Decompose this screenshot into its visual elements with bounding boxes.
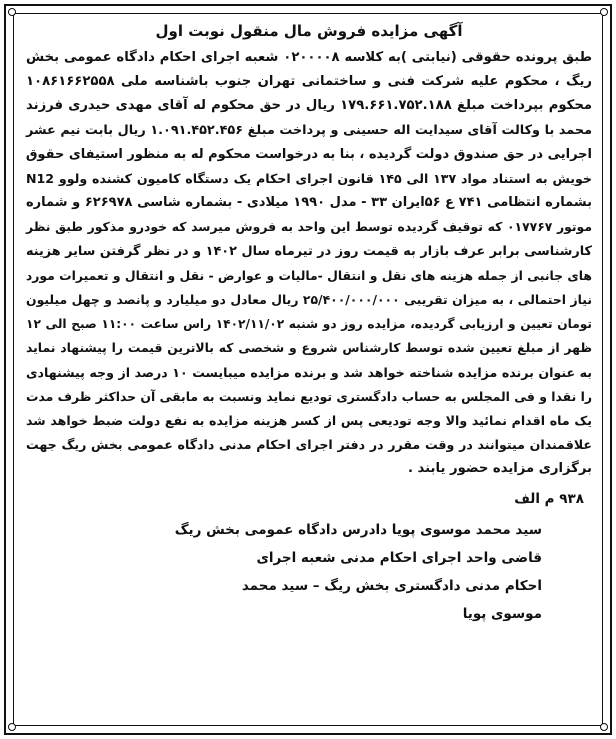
- body-line: خویش به استناد مواد ۱۳۷ الی ۱۴۵ قانون اجرای احکام یک دستگاه کامیون کشنده ولوو N12: [26, 171, 592, 187]
- body-line: های جانبی از جمله هزینه های نقل و انتقال -مالیات و عوارض - نقل و انتقال و تعمیرات مورد: [25, 267, 592, 283]
- signature-line: قاضی واحد اجرای احکام مدنی شعبه اجرای: [256, 549, 542, 566]
- frame-corner-ornament: [600, 723, 608, 731]
- body-line: بشماره انتظامی ۷۴۱ ع ۵۶ایران ۳۳ - مدل ۱۹۹۰ میلادی - بشماره شاسی ۶۲۶۹۷۸ و شماره: [26, 195, 592, 211]
- body-line: برگزاری مزایده حضور یابند .: [407, 461, 592, 477]
- body-line: کارشناسی برابر عرف بازار به قیمت روز در تیرماه سال ۱۴۰۲ و در نظر گرفتن سایر هزینه: [26, 243, 592, 259]
- body-line: نیاز احتمالی ، به میزان تقریبی ۲۵/۴۰۰/۰۰۰/۰۰۰ ریال معادل دو میلیارد و پانصد و چهل میلیون: [26, 292, 593, 308]
- frame-corner-ornament: [8, 723, 16, 731]
- signature-line: احکام مدنی دادگستری بخش ریگ – سید محمد: [241, 577, 542, 594]
- body-line: محمد با وکالت آقای سیدایت اله حسینی و پرداخت مبلغ ۱.۰۹۱.۴۵۲.۴۵۶ ریال بابت نیم عشر: [26, 122, 592, 138]
- signature-line: موسوی پویا: [462, 605, 542, 622]
- notice-title: آگهی مزایده فروش مال منقول نوبت اول: [155, 22, 463, 40]
- body-line: موتور ۰۱۷۷۶۷ که توقیف گردیده توسط این واحد به فروش میرسد که خودرو مذکور طبق نظر: [26, 219, 593, 235]
- signature-line: سید محمد موسوی پویا دادرس دادگاه عمومی بخش ریگ: [174, 521, 542, 538]
- body-line: اجرایی در حق صندوق دولت گردیده ، بنا به درخواست محکوم له به منظور استیفای حقوق: [25, 146, 592, 162]
- frame-corner-ornament: [600, 8, 608, 16]
- body-line: را نقدا و فی المجلس به حساب دادگستری تودیع نماید ونسبت به مابقی آن حداکثر ظرف مدت: [26, 388, 592, 404]
- body-line: به عنوان برنده مزایده شناخته خواهد شد و برنده مزایده میبایست ۱۰ درصد از وجه پیشنهادی: [26, 364, 592, 380]
- notice-frame: [4, 4, 612, 735]
- body-line: تومان تعیین و ارزیابی گردیده، مزایده روز دو شنبه ۱۴۰۲/۱۱/۰۲ راس ساعت ۱۱:۰۰ صبح الی ۱۲: [26, 317, 593, 332]
- body-line: ظهر از مبلغ تعیین شده توسط کارشناس شروع و شخصی که بالاترین قیمت را پیشنهاد نماید: [26, 340, 592, 356]
- signature-block: [26, 516, 542, 628]
- frame-corner-ornament: [8, 8, 16, 16]
- notice-content: [26, 18, 592, 723]
- body-line: محکوم بپرداخت مبلغ ۱۷۹.۶۶۱.۷۵۲.۱۸۸ ریال در حق محکوم له آقای مهدی حیدری فرزند: [26, 98, 593, 114]
- notice-reference-number: ۹۳۸ م الف: [514, 490, 584, 507]
- body-line: ریگ ، محکوم علیه شرکت فنی و ساختمانی تهران جنوب باشناسه ملی ۱۰۸۶۱۶۶۲۵۵۸: [26, 74, 592, 90]
- notice-body: [26, 46, 592, 482]
- body-line: طبق پرونده حقوقی (نیابتی )به کلاسه ۰۲۰۰۰۰۸ شعبه اجرای احکام دادگاه عمومی بخش: [26, 50, 592, 65]
- body-line: علاقمندان میتوانند در وقت مقرر در دفتر اجرای احکام مدنی دادگاه عمومی بخش ریگ جهت: [26, 437, 592, 453]
- body-line: یک ماه اقدام نمائید والا وجه تودیعی پس از کسر هزینه مزایده به نفع دولت ضبط خواهد شد: [26, 413, 592, 429]
